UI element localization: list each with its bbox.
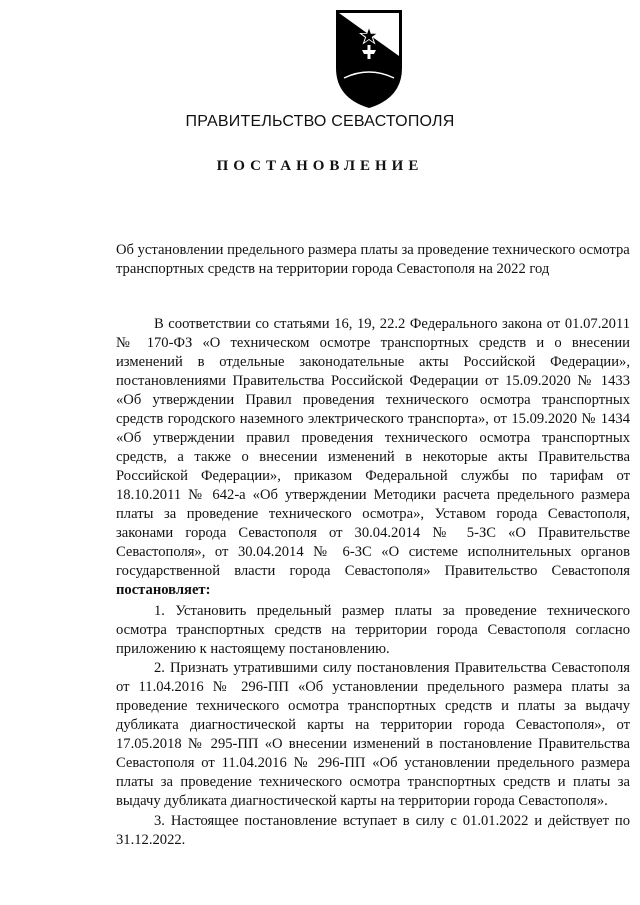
organization-name: ПРАВИТЕЛЬСТВО СЕВАСТОПОЛЯ [185,113,455,130]
clause-2: 2. Признать утратившими силу постановления Правительства Севастополя от 11.04.2016 № 296-ПП «Об установлении предельного размера платы за проведение технического осмотра транспортных средств и платы за выдачу дубликата диагностической карты на территории города Севастополя», от 17.05.2018 № 295-ПП «О внесении изменений в постановление Правительства Севастополя от 11.04.2016 № 296-ПП «Об установлении предельного размера платы за проведение технического осмотра транспортных средств и платы за выдачу дубликата диагностической карты на территории города Севастополя». [116,660,630,809]
preamble-resolution-word: постановляет: [116,582,211,598]
document-type: ПОСТАНОВЛЕНИЕ [216,158,424,174]
clause-1: 1. Установить предельный размер платы за проведение технического осмотра транспортных средств на территории города Севастополя согласно приложению к настоящему постановлению. [116,603,630,657]
coat-of-arms-icon [332,6,406,110]
preamble-paragraph [116,315,630,600]
preamble-text: В соответствии со статьями 16, 19, 22.2 Федерального закона от 01.07.2011 № 170-ФЗ «О техническом осмотре транспортных средств и о внесении изменений в отдельные законодательные акты Российской Федерации», постановлениями Правительства Российской Федерации от 15.09.2020 № 1433 «Об утверждении Правил проведения технического осмотра транспортных средств городского наземного электрического транспорта», от 15.09.2020 № 1434 «Об утверждении правил проведения технического осмотра транспортных средств, а также о внесении изменений в некоторые акты Правительства Российской Федерации», приказом Федеральной службы по тарифам от 18.10.2011 № 642-а «Об утверждении Методики расчета предельного размера платы за проведение технического осмотра», Уставом города Севастополя, законами города Севастополя от 30.04.2014 № 5-ЗС «О Правительстве Севастополя», от 30.04.2014 № 6-ЗС «О системе исполнительных органов государственной власти города Севастополя» Правительство Севастополя [116,316,630,579]
clause-3: 3. Настоящее постановление вступает в силу с 01.01.2022 и действует по 31.12.2022. [116,813,630,848]
document-title: Об установлении предельного размера платы за проведение технического осмотра транспортных средств на территории города Севастополя на 2022 год [116,242,630,277]
